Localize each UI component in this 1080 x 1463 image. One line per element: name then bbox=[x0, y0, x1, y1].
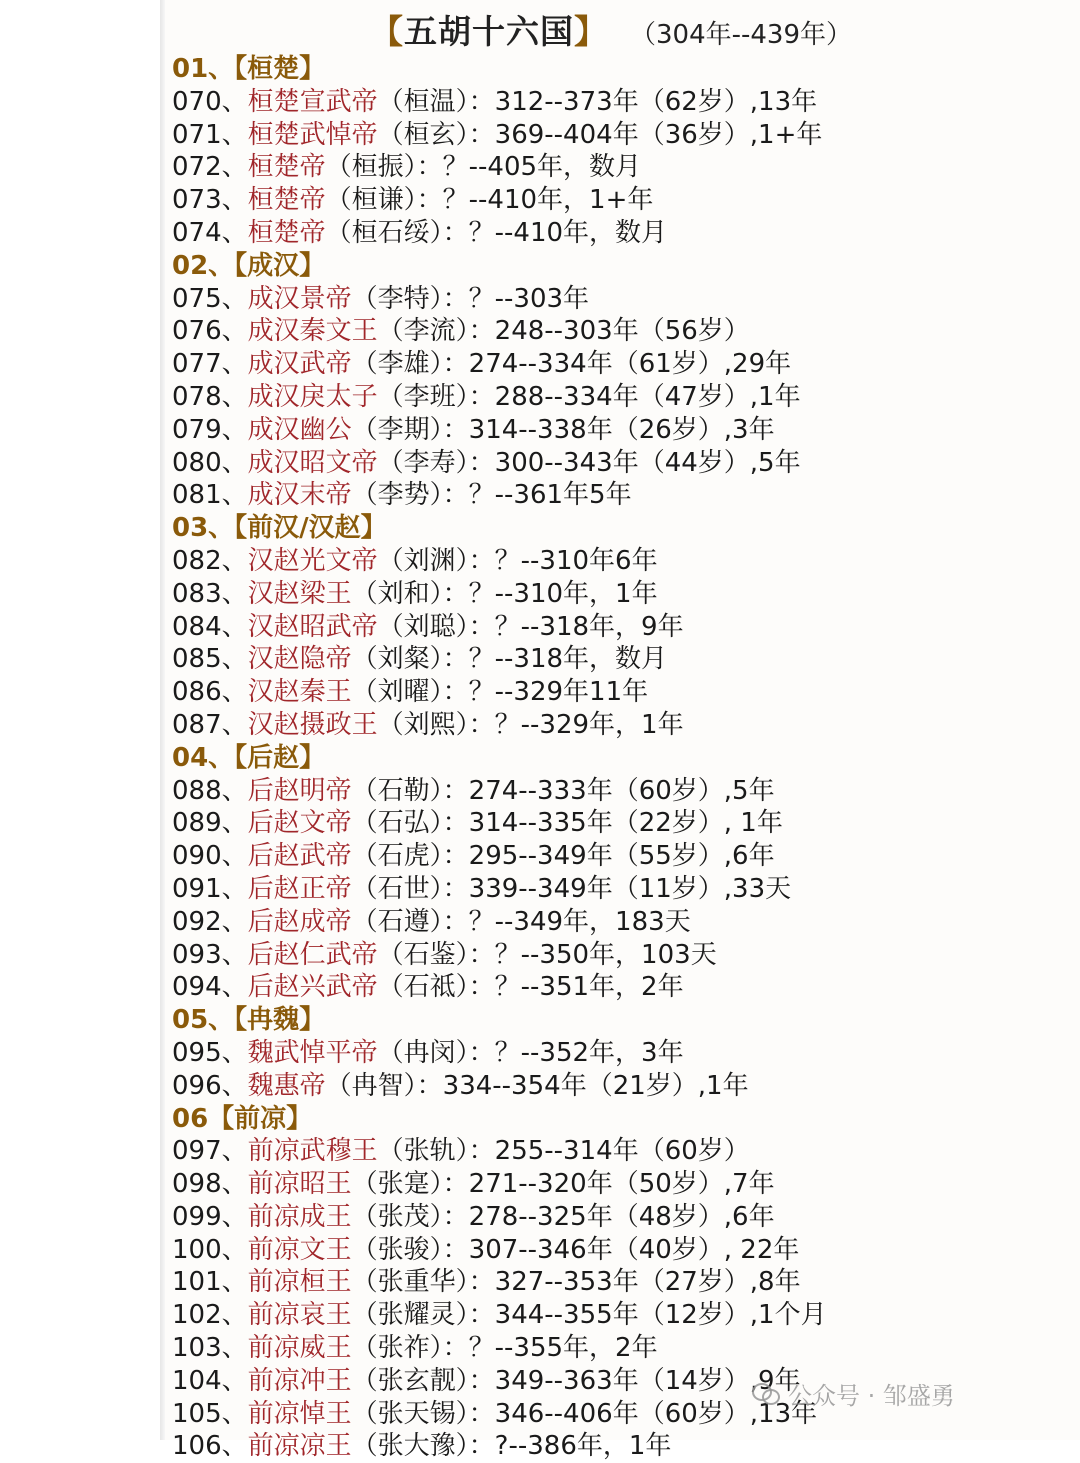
list-item bbox=[172, 971, 1072, 1004]
entry-separator: 、 bbox=[221, 1037, 248, 1068]
entry-details: （桓石绥）：？--410年，数月 bbox=[325, 217, 668, 248]
entry-number: 071 bbox=[172, 119, 222, 150]
entry-separator: 、 bbox=[221, 1201, 248, 1232]
section-heading: 03、【前汉/汉赵】 bbox=[172, 513, 387, 544]
entry-title: 魏武悼平帝 bbox=[247, 1037, 378, 1068]
entry-number: 081 bbox=[172, 480, 222, 511]
entry-separator: 、 bbox=[221, 152, 248, 183]
entry-separator: 、 bbox=[221, 545, 248, 576]
list-item bbox=[172, 840, 1072, 873]
entry-details: （刘曜）：？--329年11年 bbox=[351, 677, 649, 708]
list-item bbox=[172, 676, 1072, 709]
entry-details: （石虎）：295--349年（55岁）,6年 bbox=[351, 841, 775, 872]
entry-title: 后赵仁武帝 bbox=[247, 939, 378, 970]
entry-details: （张茂）：278--325年（48岁）,6年 bbox=[351, 1201, 775, 1232]
entry-details: （张轨）：255--314年（60岁） bbox=[377, 1136, 750, 1167]
entry-number: 098 bbox=[172, 1169, 222, 1200]
entry-separator: 、 bbox=[221, 414, 248, 445]
entry-title: 桓楚宣武帝 bbox=[247, 86, 378, 117]
entry-number: 087 bbox=[172, 709, 222, 740]
entry-number: 101 bbox=[172, 1267, 222, 1298]
entry-details: （刘粲）：？--318年，数月 bbox=[351, 644, 668, 675]
emperor-list bbox=[172, 53, 1072, 1463]
list-item bbox=[172, 1299, 1072, 1332]
entry-title: 前凉威王 bbox=[247, 1333, 352, 1364]
entry-details: （刘和）：？--310年，1年 bbox=[351, 578, 658, 609]
entry-details: （李势）：？--361年5年 bbox=[351, 480, 632, 511]
list-item bbox=[172, 1234, 1072, 1267]
entry-title: 成汉末帝 bbox=[247, 480, 352, 511]
entry-details: （冉闵）：？--352年，3年 bbox=[377, 1037, 684, 1068]
entry-separator: 、 bbox=[221, 1398, 248, 1429]
entry-separator: 、 bbox=[221, 447, 248, 478]
entry-title: 后赵文帝 bbox=[247, 808, 352, 839]
entry-details: （石弘）：314--335年（22岁）, 1年 bbox=[351, 808, 783, 839]
entry-separator: 、 bbox=[221, 1267, 248, 1298]
list-item bbox=[172, 348, 1072, 381]
entry-number: 099 bbox=[172, 1201, 222, 1232]
entry-number: 105 bbox=[172, 1398, 222, 1429]
entry-separator: 、 bbox=[221, 677, 248, 708]
entry-title: 前凉成王 bbox=[247, 1201, 352, 1232]
entry-number: 080 bbox=[172, 447, 222, 478]
entry-details: （李期）：314--338年（26岁）,3年 bbox=[351, 414, 775, 445]
entry-number: 088 bbox=[172, 775, 222, 806]
entry-title: 前凉文王 bbox=[247, 1234, 352, 1265]
entry-title: 汉赵光文帝 bbox=[247, 545, 378, 576]
entry-separator: 、 bbox=[221, 709, 248, 740]
entry-title: 成汉幽公 bbox=[247, 414, 352, 445]
entry-details: （李雄）：274--334年（61岁）,29年 bbox=[351, 349, 792, 380]
entry-number: 089 bbox=[172, 808, 222, 839]
entry-separator: 、 bbox=[221, 873, 248, 904]
entry-separator: 、 bbox=[221, 808, 248, 839]
entry-title: 前凉冲王 bbox=[247, 1365, 352, 1396]
list-item bbox=[172, 184, 1072, 217]
entry-details: （张祚）：？--355年，2年 bbox=[351, 1333, 658, 1364]
page-title-range: （304年--439年） bbox=[630, 20, 853, 50]
list-item bbox=[172, 1070, 1072, 1103]
entry-separator: 、 bbox=[221, 316, 248, 347]
entry-number: 097 bbox=[172, 1136, 222, 1167]
entry-title: 汉赵梁王 bbox=[247, 578, 352, 609]
entry-number: 070 bbox=[172, 86, 222, 117]
list-item bbox=[172, 414, 1072, 447]
entry-number: 094 bbox=[172, 972, 222, 1003]
entry-title: 前凉哀王 bbox=[247, 1300, 352, 1331]
entry-details: （石勒）：274--333年（60岁）,5年 bbox=[351, 775, 775, 806]
entry-separator: 、 bbox=[221, 480, 248, 511]
list-item bbox=[172, 283, 1072, 316]
entry-details: （桓谦）：？--410年，1+年 bbox=[325, 185, 654, 216]
entry-number: 083 bbox=[172, 578, 222, 609]
entry-title: 成汉秦文王 bbox=[247, 316, 378, 347]
entry-details: （石鉴）：？--350年，103天 bbox=[377, 939, 717, 970]
entry-separator: 、 bbox=[221, 906, 248, 937]
entry-number: 074 bbox=[172, 217, 222, 248]
list-item bbox=[172, 1037, 1072, 1070]
entry-separator: 、 bbox=[221, 644, 248, 675]
entry-title: 前凉悼王 bbox=[247, 1398, 352, 1429]
entry-details: （石世）：339--349年（11岁）,33天 bbox=[351, 873, 792, 904]
entry-title: 后赵成帝 bbox=[247, 906, 352, 937]
list-item bbox=[172, 1168, 1072, 1201]
entry-details: （张寔）：271--320年（50岁）,7年 bbox=[351, 1169, 775, 1200]
entry-details: （张大豫）：?--386年，1年 bbox=[351, 1431, 672, 1462]
list-item bbox=[172, 315, 1072, 348]
list-item bbox=[172, 939, 1072, 972]
entry-details: （石祗）：？--351年，2年 bbox=[377, 972, 684, 1003]
entry-title: 后赵兴武帝 bbox=[247, 972, 378, 1003]
entry-title: 后赵武帝 bbox=[247, 841, 352, 872]
watermark-text: 公众号 · 邹盛勇 bbox=[788, 1381, 955, 1410]
list-item bbox=[172, 873, 1072, 906]
list-item bbox=[172, 217, 1072, 250]
section-heading: 05、【冉魏】 bbox=[172, 1005, 326, 1036]
entry-details: （张耀灵）：344--355年（12岁）,1个月 bbox=[351, 1300, 827, 1331]
entry-separator: 、 bbox=[221, 1234, 248, 1265]
entry-title: 汉赵秦王 bbox=[247, 677, 352, 708]
section-heading: 06【前凉】 bbox=[172, 1103, 313, 1134]
entry-details: （桓玄）：369--404年（36岁）,1+年 bbox=[377, 119, 823, 150]
entry-number: 092 bbox=[172, 906, 222, 937]
watermark bbox=[752, 1376, 955, 1410]
entry-title: 后赵正帝 bbox=[247, 873, 352, 904]
entry-number: 106 bbox=[172, 1431, 222, 1462]
entry-number: 075 bbox=[172, 283, 222, 314]
entry-title: 桓楚帝 bbox=[247, 217, 326, 248]
entry-details: （李流）：248--303年（56岁） bbox=[377, 316, 750, 347]
entry-number: 077 bbox=[172, 349, 222, 380]
entry-details: （李寿）：300--343年（44岁）,5年 bbox=[377, 447, 801, 478]
entry-details: （李班）：288--334年（47岁）,1年 bbox=[377, 381, 801, 412]
entry-title: 桓楚武悼帝 bbox=[247, 119, 378, 150]
list-item bbox=[172, 709, 1072, 742]
entry-number: 079 bbox=[172, 414, 222, 445]
list-item bbox=[172, 545, 1072, 578]
entry-number: 102 bbox=[172, 1300, 222, 1331]
entry-details: （桓振）：？--405年，数月 bbox=[325, 152, 642, 183]
list-item bbox=[172, 578, 1072, 611]
entry-number: 086 bbox=[172, 677, 222, 708]
entry-details: （李特）：？--303年 bbox=[351, 283, 590, 314]
entry-title: 汉赵隐帝 bbox=[247, 644, 352, 675]
list-item bbox=[172, 86, 1072, 119]
entry-separator: 、 bbox=[221, 1365, 248, 1396]
list-item bbox=[172, 906, 1072, 939]
entry-details: （冉智）：334--354年（21岁）,1年 bbox=[325, 1070, 749, 1101]
entry-separator: 、 bbox=[221, 217, 248, 248]
entry-number: 095 bbox=[172, 1037, 222, 1068]
entry-number: 096 bbox=[172, 1070, 222, 1101]
list-item bbox=[172, 1266, 1072, 1299]
entry-separator: 、 bbox=[221, 1169, 248, 1200]
section-heading: 02、【成汉】 bbox=[172, 250, 326, 281]
entry-number: 082 bbox=[172, 545, 222, 576]
entry-number: 100 bbox=[172, 1234, 222, 1265]
entry-separator: 、 bbox=[221, 381, 248, 412]
entry-separator: 、 bbox=[221, 185, 248, 216]
entry-separator: 、 bbox=[221, 972, 248, 1003]
entry-separator: 、 bbox=[221, 578, 248, 609]
list-item bbox=[172, 119, 1072, 152]
entry-title: 汉赵昭武帝 bbox=[247, 611, 378, 642]
entry-details: （刘聪）：？--318年，9年 bbox=[377, 611, 684, 642]
entry-details: （石遵）：？--349年，183天 bbox=[351, 906, 691, 937]
entry-separator: 、 bbox=[221, 349, 248, 380]
entry-title: 后赵明帝 bbox=[247, 775, 352, 806]
entry-details: （张重华）：327--353年（27岁）,8年 bbox=[351, 1267, 801, 1298]
entry-number: 104 bbox=[172, 1365, 222, 1396]
list-item bbox=[172, 1332, 1072, 1365]
list-item bbox=[172, 643, 1072, 676]
entry-number: 093 bbox=[172, 939, 222, 970]
entry-number: 084 bbox=[172, 611, 222, 642]
entry-number: 072 bbox=[172, 152, 222, 183]
entry-title: 桓楚帝 bbox=[247, 152, 326, 183]
list-item bbox=[172, 1201, 1072, 1234]
entry-title: 桓楚帝 bbox=[247, 185, 326, 216]
list-item bbox=[172, 381, 1072, 414]
entry-title: 成汉戾太子 bbox=[247, 381, 378, 412]
list-item bbox=[172, 611, 1072, 644]
entry-number: 091 bbox=[172, 873, 222, 904]
entry-title: 前凉昭王 bbox=[247, 1169, 352, 1200]
page-title: 【五胡十六国】 bbox=[370, 12, 608, 51]
entry-separator: 、 bbox=[221, 611, 248, 642]
entry-title: 成汉景帝 bbox=[247, 283, 352, 314]
entry-separator: 、 bbox=[221, 841, 248, 872]
entry-separator: 、 bbox=[221, 1070, 248, 1101]
entry-separator: 、 bbox=[221, 939, 248, 970]
entry-title: 前凉桓王 bbox=[247, 1267, 352, 1298]
section-heading: 04、【后赵】 bbox=[172, 742, 326, 773]
entry-title: 成汉武帝 bbox=[247, 349, 352, 380]
entry-number: 073 bbox=[172, 185, 222, 216]
header bbox=[370, 6, 852, 50]
entry-separator: 、 bbox=[221, 283, 248, 314]
entry-details: （桓温）：312--373年（62岁）,13年 bbox=[377, 86, 818, 117]
entry-details: （张天锡）：346--406年（60岁）,13年 bbox=[351, 1398, 818, 1429]
entry-number: 076 bbox=[172, 316, 222, 347]
list-item bbox=[172, 151, 1072, 184]
entry-separator: 、 bbox=[221, 86, 248, 117]
entry-title: 前凉武穆王 bbox=[247, 1136, 378, 1167]
entry-number: 103 bbox=[172, 1333, 222, 1364]
section-heading: 01、【桓楚】 bbox=[172, 54, 326, 84]
list-item bbox=[172, 775, 1072, 808]
entry-title: 成汉昭文帝 bbox=[247, 447, 378, 478]
entry-details: （刘熙）：？--329年，1年 bbox=[377, 709, 684, 740]
entry-details: （张骏）：307--346年（40岁）, 22年 bbox=[351, 1234, 800, 1265]
entry-separator: 、 bbox=[221, 1431, 248, 1462]
entry-separator: 、 bbox=[221, 1333, 248, 1364]
entry-separator: 、 bbox=[221, 1300, 248, 1331]
entry-separator: 、 bbox=[221, 1136, 248, 1167]
list-item bbox=[172, 807, 1072, 840]
entry-title: 魏惠帝 bbox=[247, 1070, 326, 1101]
entry-details: （张玄靓）：349--363年（14岁）,9年 bbox=[351, 1365, 801, 1396]
entry-separator: 、 bbox=[221, 775, 248, 806]
wechat-icon bbox=[752, 1381, 782, 1405]
entry-separator: 、 bbox=[221, 119, 248, 150]
entry-title: 汉赵摄政王 bbox=[247, 709, 378, 740]
entry-details: （刘渊）：？--310年6年 bbox=[377, 545, 658, 576]
list-item bbox=[172, 479, 1072, 512]
entry-number: 090 bbox=[172, 841, 222, 872]
list-item bbox=[172, 1135, 1072, 1168]
list-item bbox=[172, 1430, 1072, 1463]
list-item bbox=[172, 447, 1072, 480]
entry-number: 085 bbox=[172, 644, 222, 675]
entry-title: 前凉凉王 bbox=[247, 1431, 352, 1462]
entry-number: 078 bbox=[172, 381, 222, 412]
